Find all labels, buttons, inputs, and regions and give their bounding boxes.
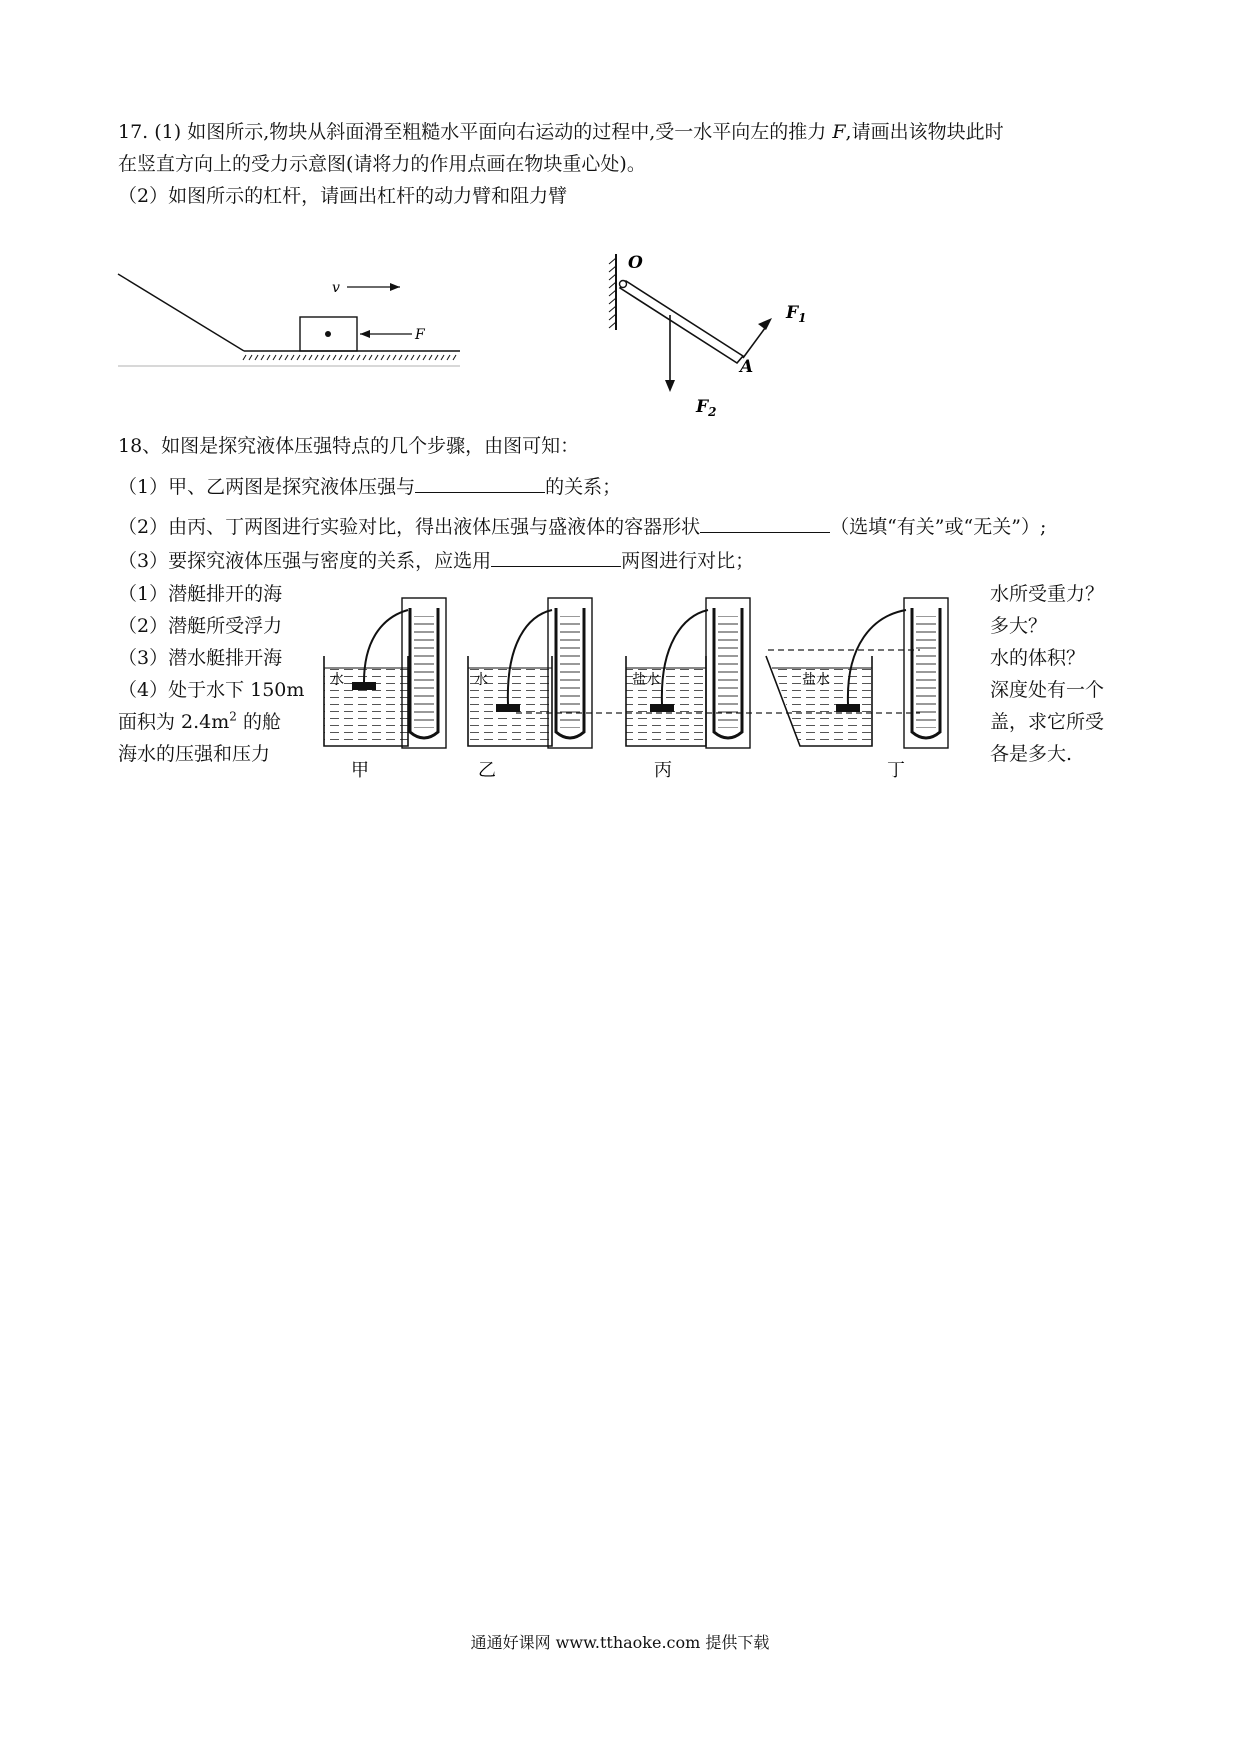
force-label: F <box>415 327 425 343</box>
overlap-left-3: （3）潜水艇排开海 <box>118 647 283 669</box>
apparatus-ding <box>766 598 948 781</box>
overlap-right-4: 深度处有一个 <box>990 679 1105 701</box>
apparatus-bing <box>626 598 750 781</box>
apparatus-yi <box>468 598 592 781</box>
end-label-A: A <box>740 357 754 377</box>
pivot-label-O: O <box>628 253 643 273</box>
overlap-right-6: 各是多大. <box>990 743 1073 765</box>
force-label-F1: $F_1$ <box>786 303 807 325</box>
apparatus-jia <box>324 598 446 781</box>
q17-line3: （2）如图所示的杠杆，请画出杠杆的动力臂和阻力臂 <box>118 185 568 207</box>
overlap-left-1: （1）潜艇排开的海 <box>118 583 283 605</box>
overlap-left-6: 海水的压强和压力 <box>118 743 271 765</box>
incline-block-figure <box>110 262 465 372</box>
overlap-right-5: 盖，求它所受 <box>990 711 1105 733</box>
answer-blank-2[interactable] <box>700 514 830 533</box>
footer-source: 通通好课网 www.tthaoke.com 提供下载 <box>470 1633 770 1652</box>
q18-item1: （1）甲、乙两图是探究液体压强与 的关系； <box>118 476 622 498</box>
overlap-left-5: 面积为 $2.4m^2$ 的舱 <box>118 709 281 733</box>
liquid-label-ding: 盐水 <box>802 672 830 688</box>
answer-blank-1[interactable] <box>415 474 545 493</box>
overlap-right-3: 水的体积？ <box>990 647 1086 669</box>
label-ding: 丁 <box>887 760 905 781</box>
liquid-pressure-figure <box>316 596 976 786</box>
q18-intro: 18、如图是探究液体压强特点的几个步骤，由图可知： <box>118 435 580 457</box>
liquid-label-jia: 水 <box>330 672 344 688</box>
q17-line1: 17. (1) 如图所示,物块从斜面滑至粗糙水平面向右运动的过程中,受一水平向左的推力 F,请画出该物块此时 <box>118 121 1004 143</box>
q18-item2: （2）由丙、丁两图进行实验对比，得出液体压强与盛液体的容器形状 （选填“有关”或“无关”）; <box>118 516 1047 538</box>
overlap-left-2: （2）潜艇所受浮力 <box>118 615 283 637</box>
answer-blank-3[interactable] <box>491 548 621 567</box>
overlap-left-4: （4）处于水下 150m <box>118 679 305 701</box>
overlap-right-2: 多大？ <box>990 615 1048 637</box>
label-bing: 丙 <box>654 760 672 781</box>
lever-figure <box>596 246 826 419</box>
velocity-label: v <box>332 280 340 296</box>
liquid-label-yi: 水 <box>474 672 488 688</box>
label-jia: 甲 <box>351 760 369 781</box>
force-label-F2: $F_2$ <box>696 397 717 419</box>
overlap-right-1: 水所受重力？ <box>990 583 1105 605</box>
q17-line2: 在竖直方向上的受力示意图(请将力的作用点画在物块重心处)。 <box>118 153 646 175</box>
q18-item3: （3）要探究液体压强与密度的关系，应选用 两图进行对比； <box>118 550 755 572</box>
label-yi: 乙 <box>478 760 496 781</box>
liquid-label-bing: 盐水 <box>632 672 660 688</box>
